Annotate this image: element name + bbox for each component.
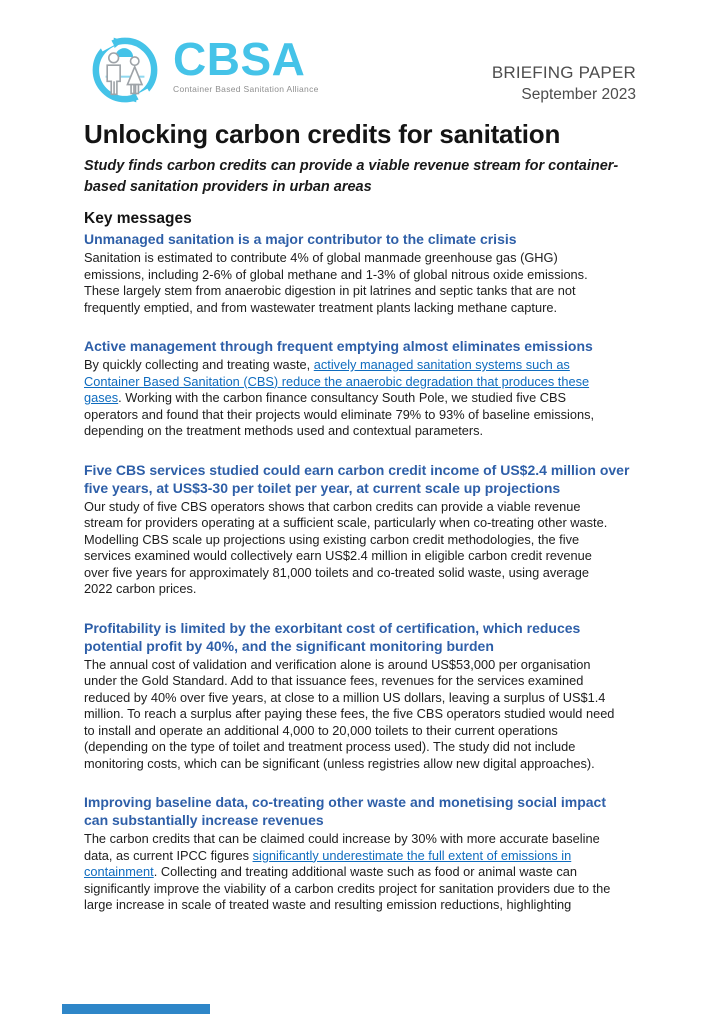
section-unmanaged-sanitation: [84, 230, 636, 316]
section-body: [84, 357, 619, 440]
page-subtitle: Study finds carbon credits can provide a viable revenue stream for container-based sanitation providers in urban areas: [84, 158, 619, 195]
section-carbon-credit-income: [84, 461, 636, 598]
footer-accent-bar: [62, 1004, 210, 1014]
section-heading: Five CBS services studied could earn carbon credit income of US$2.4 million over five years, at US$3-30 per toilet per year, at current scale up projections: [84, 461, 630, 496]
section-improving-baseline-data: [84, 793, 636, 914]
body-text: The annual cost of validation and verification alone is around US$53,000 per organisation under the Gold Standard. Add to that issuance fees, revenues for the services examined reduced by 40% over five years, at close to a million US dollars, leaving a surplus of US$1.4 million. To reach a surplus after paying these fees, the five CBS operators studied would need to install and operate an additional 4,000 to 20,000 toilets to their current operations (depending on the type of toilet and treatment process used). The study did not include monitoring costs, which can be significant (unless registries allow new digital approaches).: [84, 656, 615, 771]
body-text: The carbon credits that can be claimed could increase by 30% with more accurate baseline data, as current IPCC figures: [84, 831, 600, 863]
header-meta: [492, 63, 636, 104]
section-heading: Unmanaged sanitation is a major contributor to the climate crisis: [84, 231, 517, 247]
cbsa-logo-icon: [84, 36, 166, 104]
logo-wordmark: CBSA: [173, 33, 306, 85]
section-heading: Profitability is limited by the exorbitant cost of certification, which reduces potential profit by 40%, and the significant monitoring burden: [84, 619, 581, 654]
cbsa-logo: [84, 33, 319, 104]
section-heading: Improving baseline data, co-treating other waste and monetising social impact can substantially increase revenues: [84, 794, 606, 828]
body-text: . Collecting and treating additional waste such as food or animal waste can significantly improve the viability of a carbon credits project for sanitation providers due to the large increase in scale of treated waste and resulting emission reductions, highlighting: [84, 864, 611, 912]
logo-tagline: Container Based Sanitation Alliance: [173, 84, 319, 94]
section-body: [84, 250, 619, 316]
cbs-systems-link[interactable]: actively managed sanitation systems such as Container Based Sanitation (CBS) reduce the anaerobic degradation that produces these gases: [84, 357, 590, 405]
key-messages-heading: Key messages: [84, 210, 192, 227]
section-body: [84, 657, 619, 773]
section-body: [84, 831, 619, 914]
section-profitability-limited: [84, 619, 636, 773]
logo-text-block: [173, 33, 319, 94]
section-body: [84, 499, 619, 598]
body-text: Our study of five CBS operators shows that carbon credits can provide a viable revenue stream for providers operating at a sufficient scale, particularly when co-treating other waste. Modelling CBS scale up projections using existing carbon credit methodologies, the five services examined would collectively earn US$2.4 million in eligible carbon credit revenue over five years for approximately 81,000 toilets and co-treated solid waste, using average 2022 carbon prices.: [84, 498, 608, 596]
person-figures: [107, 53, 142, 94]
ipcc-underestimate-link[interactable]: significantly underestimate the full extent of emissions in containment: [84, 847, 572, 879]
page-header: [84, 33, 636, 104]
section-heading: Active management through frequent emptying almost eliminates emissions: [84, 338, 593, 354]
section-active-management: [84, 337, 636, 440]
doc-type-label: BRIEFING PAPER: [491, 63, 636, 82]
page-title: Unlocking carbon credits for sanitation: [84, 119, 561, 149]
page-content: [84, 0, 636, 914]
doc-date: September 2023: [521, 86, 636, 103]
body-text: Sanitation is estimated to contribute 4% of global manmade greenhouse gas (GHG) emissions, including 2-6% of global methane and 1-3% of global nitrous oxide emissions. These largely stem from anaerobic digestion in pit latrines and septic tanks that are not frequently emptied, and from wastewater treatment plants lacking methane capture.: [84, 250, 588, 315]
body-text: . Working with the carbon finance consultancy South Pole, we studied five CBS operators and found that their projects would eliminate 79% to 93% of baseline emissions, depending on the treatment methods used and contextual parameters.: [84, 390, 595, 438]
body-text: By quickly collecting and treating waste,: [84, 357, 314, 372]
